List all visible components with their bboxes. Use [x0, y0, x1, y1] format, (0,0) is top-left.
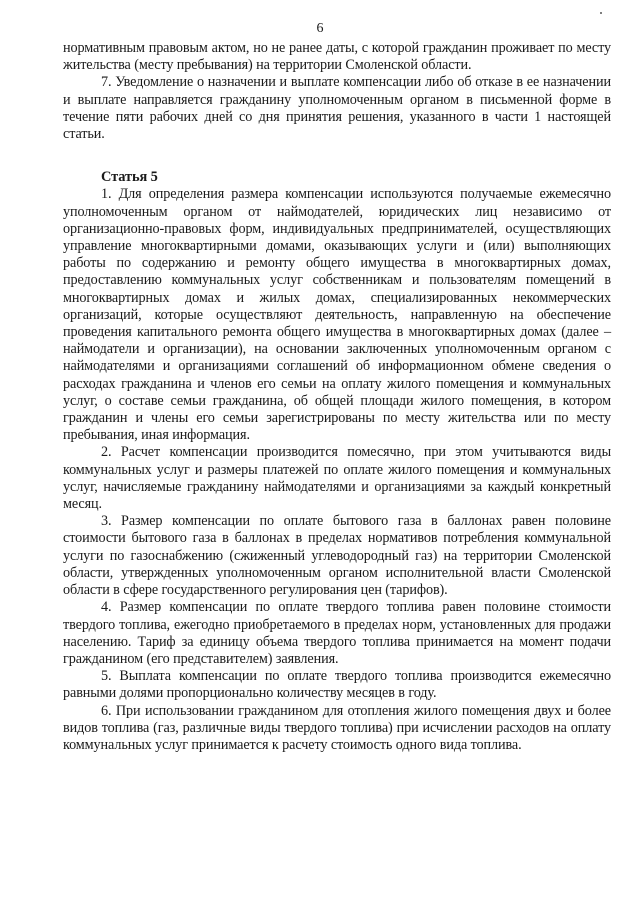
article-paragraph-6: 6. При использовании гражданином для отопления жилого помещения двух и более видов топлива (газ, различные виды твердого топлива) при исчислении расходов на оплату коммунальных услуг принимается к расчету стоимость одного вида топлива.	[63, 702, 611, 753]
page-number: 6	[316, 21, 324, 36]
scan-speck	[600, 12, 602, 14]
document-body	[63, 40, 611, 754]
article-paragraph-1: 1. Для определения размера компенсации используются получаемые ежемесячно уполномоченным органом от наймодателей, юридических лиц независимо от организационно-правовых форм, индивидуальных предпринимателей, осуществляющих управление многоквартирными домами, оказывающих услуги и (или) выполняющих работы по содержанию и ремонту общего имущества в многоквартирных домах, предоставлению коммунальных услуг собственникам и пользователям помещений в многоквартирных домах и жилых домах, специализированных некоммерческих организаций, которые осуществляют деятельность, направленную на обеспечение проведения капитального ремонта общего имущества в многоквартирных домах (далее – наймодатели и организации), на основании заключенных уполномоченным органом с наймодателями и организациями соглашений об информационном обмене сведения о расходах гражданина и членов его семьи на оплату жилого помещения и коммунальных услуг, о составе семьи гражданина, об общей площади жилого помещения, в котором гражданин и члены его семьи зарегистрированы по месту жительства или по месту пребывания, иная информация.	[63, 186, 611, 444]
article-paragraph-3: 3. Размер компенсации по оплате бытового газа в баллонах равен половине стоимости бытового газа в баллонах в пределах нормативов потребления коммунальной услуги по газоснабжению (сжиженный углеводородный газ) на территории Смоленской области, утвержденных уполномоченным органом исполнительной власти Смоленской области в сфере государственного регулирования цен (тарифов).	[63, 513, 611, 599]
paragraph-continuation: нормативным правовым актом, но не ранее даты, с которой гражданин проживает по месту жительства (месту пребывания) на территории Смоленской области.	[63, 40, 611, 74]
article-title: Статья 5	[101, 169, 158, 186]
article-paragraph-2: 2. Расчет компенсации производится помесячно, при этом учитываются виды коммунальных услуг и размеры платежей по оплате жилого помещения и коммунальных услуг, начисляемые гражданину наймодателями и организациями за каждый конкретный месяц.	[63, 444, 611, 513]
article-paragraph-4: 4. Размер компенсации по оплате твердого топлива равен половине стоимости твердого топлива, ежегодно приобретаемого в пределах норм, установленных для продажи населению. Тариф за единицу объема твердого топлива принимается на момент подачи гражданином (его представителем) заявления.	[63, 599, 611, 667]
article-paragraph-5: 5. Выплата компенсации по оплате твердого топлива производится ежемесячно равными долями пропорционально количеству месяцев в году.	[63, 668, 611, 702]
paragraph-7: 7. Уведомление о назначении и выплате компенсации либо об отказе в ее назначении и выплате направляется гражданину уполномоченным органом в письменной форме в течение пяти рабочих дней со дня принятия решения, указанного в части 1 настоящей статьи.	[63, 74, 611, 143]
